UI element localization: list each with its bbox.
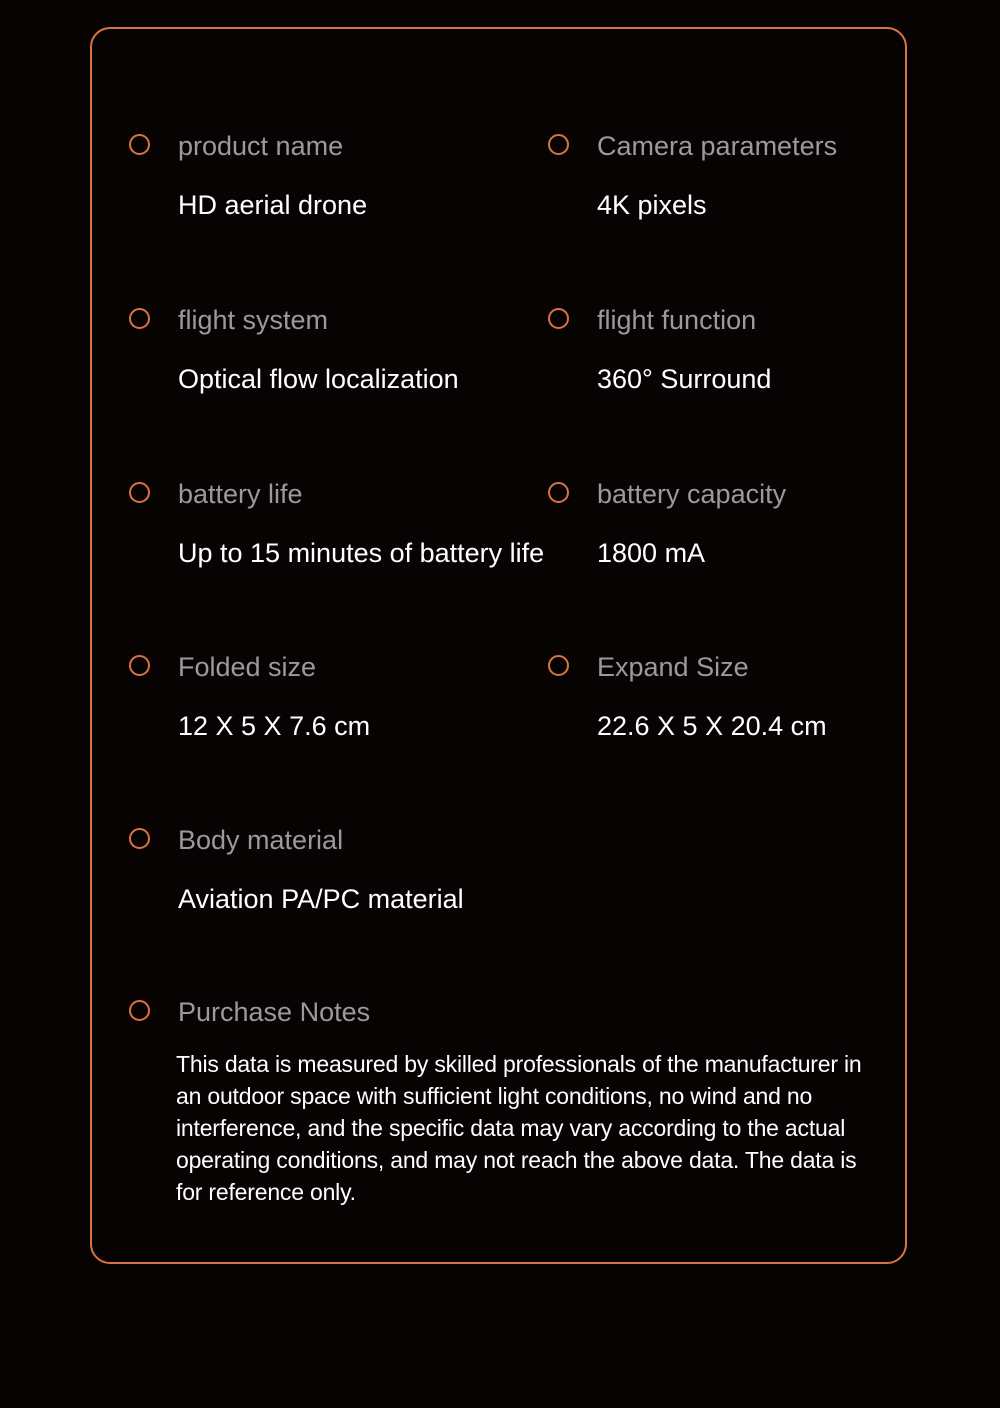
purchase-notes-text: This data is measured by skilled professionals of the manufacturer in an outdoor space with sufficient light conditions, no wind and no interference, and the specific data may vary according to the actual operating conditions, and may not reach the above data. The data is for reference only. xyxy=(176,1051,862,1205)
spec-label: Folded size xyxy=(178,652,317,682)
spec-label: flight system xyxy=(178,305,329,335)
spec-value: Optical flow localization xyxy=(178,364,459,394)
circle-bullet-icon xyxy=(129,308,150,329)
spec-label: Expand Size xyxy=(597,652,749,682)
spec-label: flight function xyxy=(597,305,757,335)
spec-value: 360° Surround xyxy=(597,364,772,394)
spec-label: product name xyxy=(178,131,344,161)
circle-bullet-icon xyxy=(129,134,150,155)
spec-label: Body material xyxy=(178,825,344,855)
spec-value: Aviation PA/PC material xyxy=(178,884,464,914)
spec-value: 12 X 5 X 7.6 cm xyxy=(178,711,371,741)
circle-bullet-icon xyxy=(129,828,150,849)
spec-value: HD aerial drone xyxy=(178,190,368,220)
circle-bullet-icon xyxy=(548,308,569,329)
spec-value: 1800 mA xyxy=(597,538,706,568)
spec-label: battery capacity xyxy=(597,479,787,509)
purchase-notes-title: Purchase Notes xyxy=(178,997,371,1027)
spec-value: 22.6 X 5 X 20.4 cm xyxy=(597,711,827,741)
spec-value: 4K pixels xyxy=(597,190,707,220)
spec-label: battery life xyxy=(178,479,303,509)
circle-bullet-icon xyxy=(548,134,569,155)
spec-value: Up to 15 minutes of battery life xyxy=(178,538,545,568)
spec-label: Camera parameters xyxy=(597,131,838,161)
circle-bullet-icon xyxy=(548,482,569,503)
circle-bullet-icon xyxy=(129,1000,150,1021)
circle-bullet-icon xyxy=(129,482,150,503)
circle-bullet-icon xyxy=(129,655,150,676)
circle-bullet-icon xyxy=(548,655,569,676)
